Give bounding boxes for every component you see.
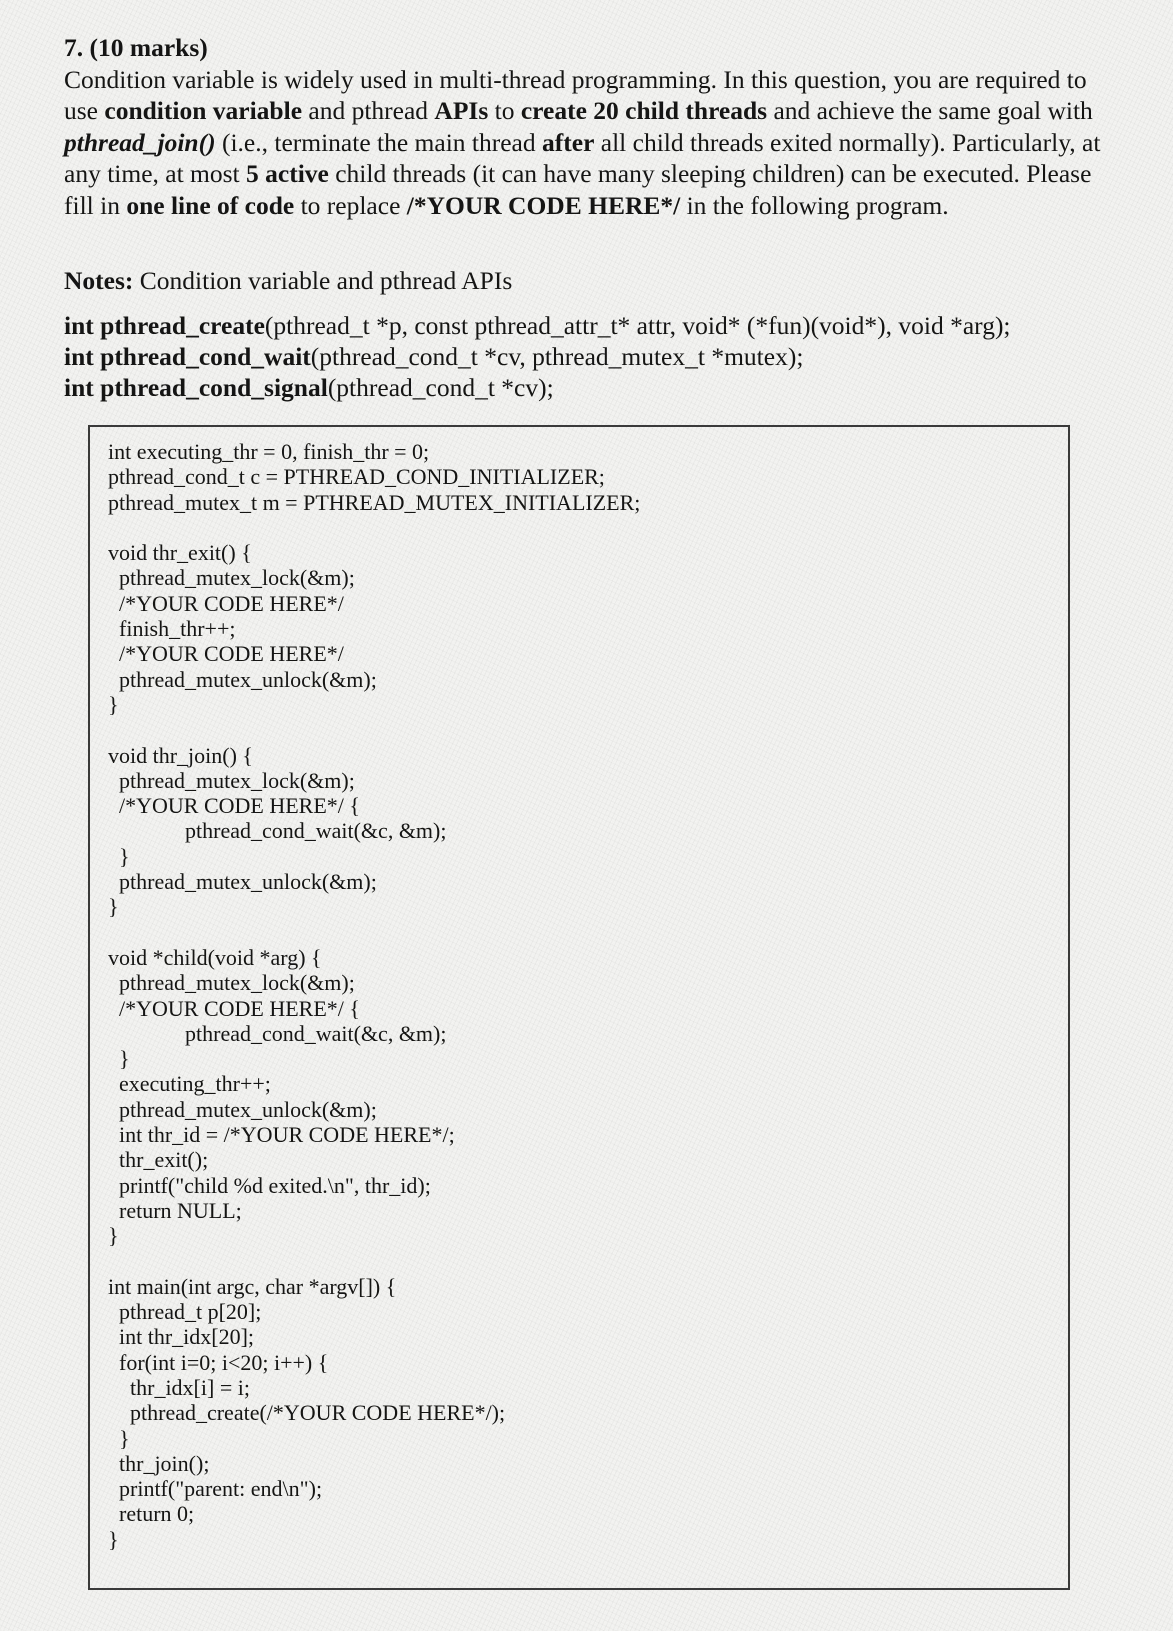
question-text-run: to replace	[294, 190, 407, 220]
code-line: /*YOUR CODE HERE*/	[108, 641, 344, 667]
notes-line	[64, 265, 512, 296]
code-line: int thr_id = /*YOUR CODE HERE*/;	[108, 1122, 455, 1148]
question-text-run: child threads (it can have many sleeping children) can be executed. Please fill in	[64, 159, 1092, 220]
notes-label: Notes:	[64, 266, 134, 295]
question-text-run: after	[542, 127, 595, 157]
code-line: }	[108, 1425, 130, 1451]
code-line: return 0;	[108, 1501, 195, 1527]
code-line	[108, 1249, 640, 1274]
question-text-run: and pthread	[302, 96, 435, 125]
question-text-run: /*YOUR CODE HERE*/	[406, 190, 681, 220]
code-line: pthread_cond_wait(&c, &m);	[108, 818, 447, 844]
code-line: void thr_join() {	[108, 742, 253, 768]
question-text-run: and achieve the same goal with	[767, 96, 1093, 125]
code-line: thr_idx[i] = i;	[108, 1374, 250, 1400]
api-name: int pthread_cond_signal	[64, 373, 328, 402]
api-args: (pthread_cond_t *cv, pthread_mutex_t *mutex);	[310, 342, 804, 371]
code-line: }	[108, 1526, 119, 1552]
code-listing-box	[88, 425, 1070, 1590]
question-text-run: to	[488, 96, 521, 125]
api-signature	[64, 310, 1124, 341]
notes-text: Condition variable and pthread APIs	[133, 266, 513, 295]
api-name: int pthread_cond_wait	[64, 342, 311, 371]
question-text-run: condition variable	[104, 96, 303, 125]
code-line: /*YOUR CODE HERE*/ {	[108, 793, 360, 819]
code-line	[108, 515, 640, 540]
code-line: }	[108, 1046, 130, 1072]
code-line: int thr_idx[20];	[108, 1324, 255, 1350]
question-text-run: 5 active	[246, 159, 329, 188]
code-line: printf("child %d exited.\n", thr_id);	[108, 1172, 431, 1198]
code-line: for(int i=0; i<20; i++) {	[108, 1349, 329, 1375]
code-line: pthread_mutex_lock(&m);	[108, 970, 355, 996]
code-line: printf("parent: end\n");	[108, 1476, 323, 1502]
code-line: pthread_mutex_lock(&m);	[108, 565, 355, 591]
code-line: pthread_t p[20];	[108, 1299, 262, 1325]
question-text-run: APIs	[434, 96, 489, 125]
question-text-run: in the following program.	[680, 190, 949, 220]
code-line: pthread_cond_wait(&c, &m);	[108, 1020, 447, 1046]
code-line: }	[108, 843, 130, 869]
code-line: }	[108, 1223, 119, 1249]
question-block	[64, 32, 1104, 221]
question-text-run: create 20 child threads	[520, 96, 768, 125]
api-signature	[64, 341, 1124, 372]
code-line: /*YOUR CODE HERE*/ {	[108, 995, 360, 1021]
question-text-run: all child threads exited normally). Particularly, at any time, at most	[64, 127, 1101, 188]
code-line: pthread_create(/*YOUR CODE HERE*/);	[108, 1400, 506, 1426]
question-text-run: pthread_join()	[64, 127, 216, 157]
question-text-run: one line of code	[126, 190, 295, 220]
api-name: int pthread_create	[64, 311, 265, 340]
api-signature	[64, 372, 1124, 403]
code-line: }	[108, 691, 119, 717]
api-list	[64, 310, 1124, 403]
code-line: thr_join();	[108, 1450, 210, 1476]
code-line: pthread_mutex_unlock(&m);	[108, 869, 377, 895]
code-line: thr_exit();	[108, 1147, 209, 1173]
api-args: (pthread_t *p, const pthread_attr_t* attr, void* (*fun)(void*), void *arg);	[264, 311, 1011, 340]
question-text-run: (i.e., terminate the main thread	[215, 127, 543, 157]
code-line: }	[108, 894, 119, 920]
code-line: int executing_thr = 0, finish_thr = 0;	[108, 439, 430, 464]
question-text	[64, 64, 1104, 222]
code-line: void thr_exit() {	[108, 540, 252, 566]
code-line: pthread_mutex_lock(&m);	[108, 767, 355, 793]
code-line: /*YOUR CODE HERE*/	[108, 590, 344, 616]
question-number: 7. (10 marks)	[64, 33, 208, 62]
code-line: pthread_mutex_unlock(&m);	[108, 666, 377, 692]
code-line	[108, 717, 640, 742]
code-line: void *child(void *arg) {	[108, 944, 322, 970]
code-line: finish_thr++;	[108, 616, 236, 642]
code-line: executing_thr++;	[108, 1071, 271, 1097]
api-args: (pthread_cond_t *cv);	[327, 373, 554, 402]
code-line: pthread_mutex_t m = PTHREAD_MUTEX_INITIALIZER;	[108, 489, 641, 515]
code-line: return NULL;	[108, 1197, 242, 1223]
code-listing	[108, 439, 640, 1552]
code-line: pthread_mutex_unlock(&m);	[108, 1096, 377, 1122]
code-line: int main(int argc, char *argv[]) {	[108, 1273, 397, 1299]
code-line	[108, 920, 640, 945]
code-line: pthread_cond_t c = PTHREAD_COND_INITIALIZER;	[108, 464, 605, 490]
question-text-run: Condition variable is widely used in multi-thread programming. In this question, you are required to use	[64, 64, 1087, 125]
